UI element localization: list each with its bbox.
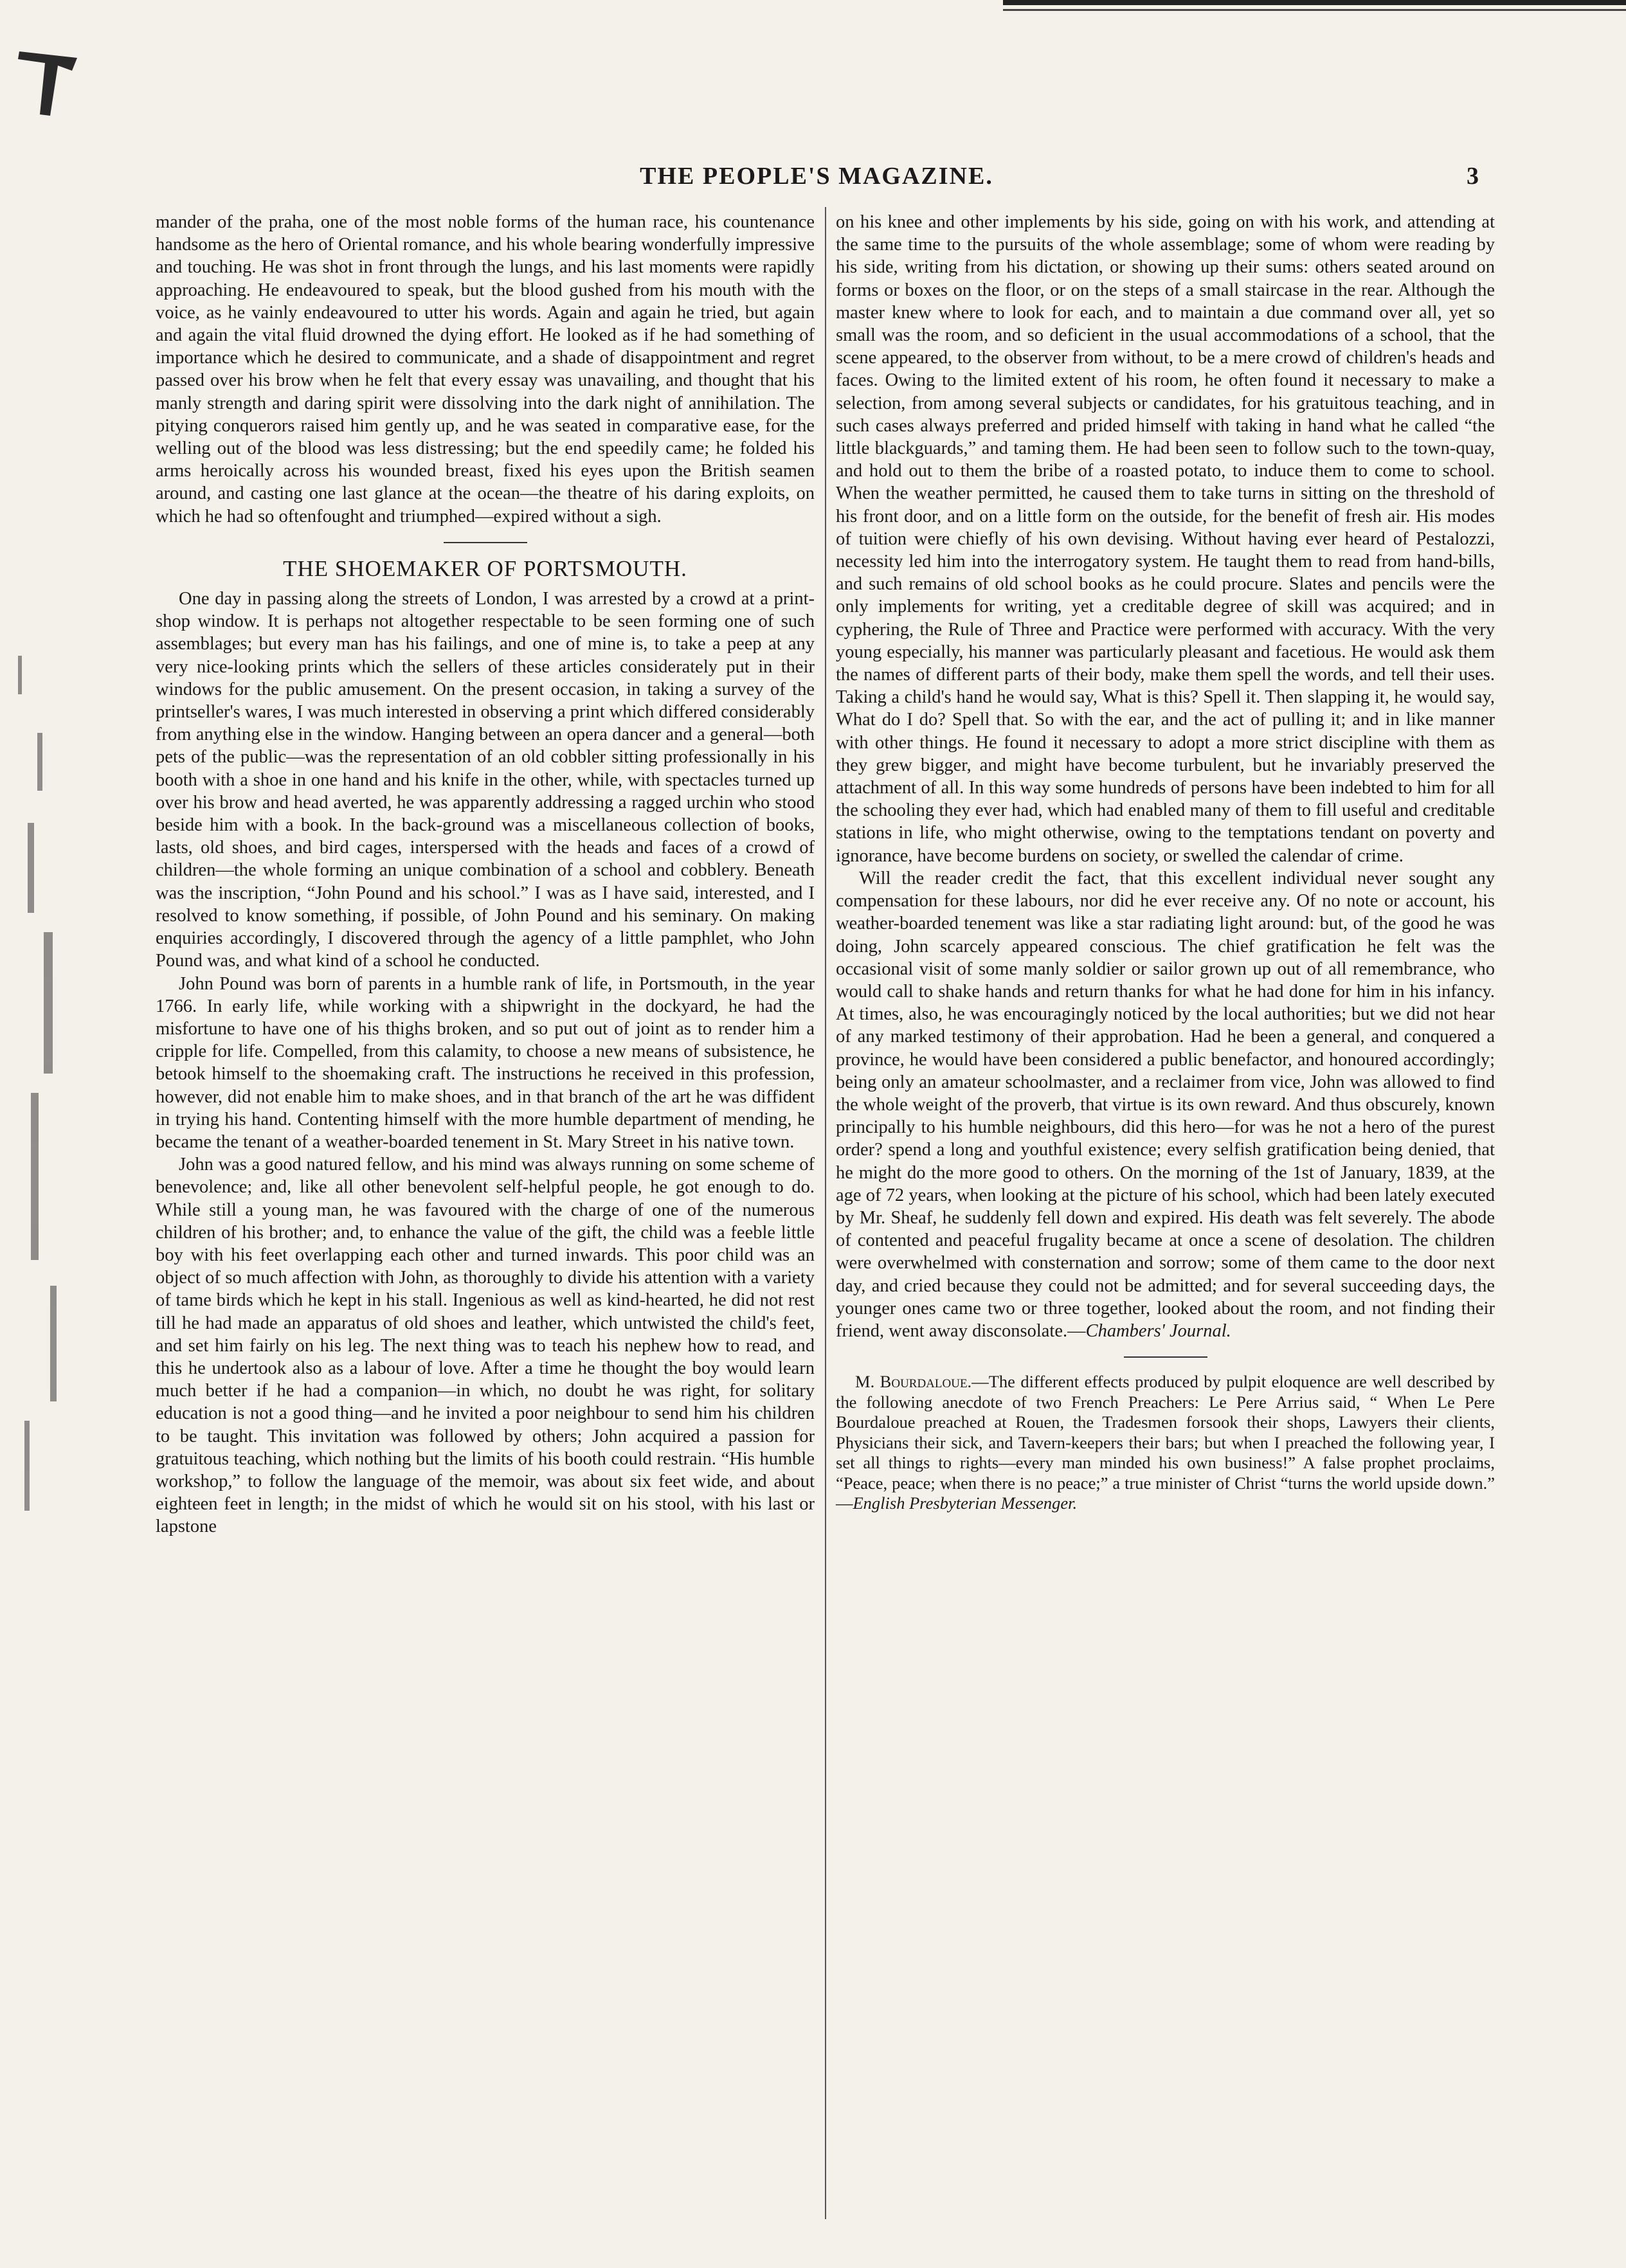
top-border-rule-thin — [1003, 9, 1626, 11]
page-number: 3 — [1467, 163, 1479, 190]
continuation-paragraph: mander of the praha, one of the most noble forms of the human race, his countenance handsome as the hero of Oriental romance, and his whole bearing wonderfully impressive and touching. He was shot in front through the lungs, and his last moments were rapidly approaching. He endeavoured to speak, but the blood gushed from his mouth with the voice, as he vainly endeavoured to utter his words. Again and again he tried, but again and again the vital fluid drowned the dying effort. He looked as if he had something of importance which he desired to communicate, and a shade of disappointment and regret passed over his brow when he felt that every essay was unavailing, and thought that his manly strength and daring spirit were dissolving into the dark night of annihilation. The pitying conquerors raised him gently up, and he was seated in comparative ease, for the welling out of the blood was less distressing; but the end speedily came; he folded his arms heroically across his wounded breast, fixed his eyes upon the British seamen around, and casting one last glance at the ocean—the theatre of his daring exploits, on which he had so oftenfought and triumphed—expired without a sigh. — [156, 212, 815, 526]
article-paragraph: John was a good natured fellow, and his mind was always running on some scheme of benevolence; and, like all other benevolent self-helpful people, he got enough to do. While still a young man, he was favoured with the charge of one of the numerous children of his brother; and, to enhance the value of the gift, the child was a feeble little boy with his feet overlapping each other and turned inwards. This poor child was an object of so much affection with John, as thoroughly to divide his attention with a variety of tame birds which he kept in his stall. Ingenious as well as kind-hearted, he did not rest till he had made an apparatus of old shoes and leather, which untwisted the child's feet, and set him fairly on his leg. The next thing was to teach his nephew how to read, and this he undertook also as a labour of love. After a time he thought the boy would learn much better if he had a companion—in which, no doubt he was right, for solitary education is not a good thing—and he invited a poor neighbour to send him his children to be taught. This invitation was followed by others; John acquired a passion for gratuitous teaching, which nothing but the limits of his booth could restrain. “His humble workshop,” to follow the language of the memoir, was about six feet wide, and about eighteen feet in length; in the midst of which he would sit on his stool, with his last or lapstone — [156, 1155, 815, 1537]
article-paragraph: John Pound was born of parents in a humble rank of life, in Portsmouth, in the year 1766. In early life, while working with a shipwright in the dockyard, he had the misfortune to have one of his thighs broken, and so put out of joint as to render him a cripple for life. Compelled, from this calamity, to choose a new means of subsistence, he betook himself to the shoemaking craft. The instructions he received in this profession, however, did not enable him to make shoes, and in that branch of the art he was diffident in trying his hand. Contenting himself with the more humble department of mending, he became the tenant of a weather-boarded tenement in St. Mary Street in his native town. — [156, 973, 815, 1152]
footnote-paragraph — [836, 1372, 1495, 1514]
section-divider — [444, 542, 527, 543]
article-attribution: Chambers' Journal. — [1085, 1320, 1231, 1341]
article-paragraph-final — [836, 867, 1495, 1342]
page-header — [154, 162, 1479, 201]
right-column — [836, 211, 1495, 1514]
article-paragraph-text: Will the reader credit the fact, that this excellent individual never sought any compensation for these labours, nor did he ever receive any. Of no note or account, his weather-boarded tenement was like a star radiating light around: but, of the good he was doing, John scarcely appeared conscious. The chief gratification he felt was the occasional visit of some manly soldier or sailor grown up out of all remembrance, who would call to shake hands and return thanks for what he had done for him in his infancy. At times, also, he was encouragingly noticed by the local authorities; but we did not hear of any marked testimony of their approbation. Had he been a general, and conquered a province, he would have been considered a public benefactor, and honoured accordingly; being only an amateur schoolmaster, and a reclaimer from vice, John was allowed to find the whole weight of the proverb, that virtue is its own reward. And thus obscurely, known principally to his humble neighbours, did this hero—for was he not a hero of the purest order? spend a long and youthful existence; every selfish gratification being denied, that he might do the more good to others. On the morning of the 1st of January, 1839, at the age of 72 years, when looking at the picture of his school, which had been lately executed by Mr. Sheaf, he suddenly fell down and expired. His death was felt severely. The abode of contented and peaceful frugality became at once a scene of desolation. The children were overwhelmed with consternation and sorrow; some of them came to the door next day, and cried because they could not be admitted; and for several succeeding days, the younger ones came two or three together, looked about the room, and not finding their friend, went away disconsolate.— — [836, 868, 1495, 1341]
running-title: THE PEOPLE'S MAGAZINE. — [640, 163, 993, 190]
article-paragraph: One day in passing along the streets of London, I was arrested by a crowd at a print-shop window. It is perhaps not altogether respectable to be seen forming one of such assemblages; but every man has his failings, and one of mine is, to take a peep at any very nice-looking prints which the sellers of these articles considerately put in their windows for the public amusement. On the present occasion, in taking a survey of the printseller's wares, I was much interested in observing a print which differed considerably from anything else in the window. Hanging between an opera dancer and a general—both pets of the public—was the representation of an old cobbler sitting professionally in his booth with a shoe in one hand and his knife in the other, while, with spectacles turned up over his brow and head averted, he was apparently addressing a ragged urchin who stood beside him with a book. In the back-ground was a miscellaneous collection of books, lasts, old shoes, and bird cages, interspersed with the heads and faces of a crowd of children—the whole forming an unique combination of a school and cobblery. Beneath was the inscription, “John Pound and his school.” I was as I have said, interested, and I resolved to know something, if possible, of John Pound and his seminary. On making enquiries accordingly, I discovered through the agency of a little pamphlet, who John Pound was, and what kind of a school he conducted. — [156, 589, 815, 971]
scan-margin-smudge — [5, 656, 82, 1524]
scan-corner-mark — [0, 26, 90, 122]
top-border-rule — [1003, 0, 1626, 5]
article-paragraph: on his knee and other implements by his side, going on with his work, and attending at the same time to the pursuits of the whole assemblage; some of whom were reading by his side, writing from his dictation, or showing up their sums: others seated around on forms or boxes on the floor, or on the steps of a small staircase in the rear. Although the master knew where to look for each, and to maintain a due command over all, yet so small was the room, and so deficient in the usual accommodations of a school, that the scene appeared, to the observer from without, to be a mere crowd of children's heads and faces. Owing to the limited extent of his room, he often found it necessary to make a selection, from among several subjects or candidates, for his gratuitous teaching, and in such cases always preferred and prided himself with taking in hand what he called “the little blackguards,” and taming them. He had been seen to follow such to the town-quay, and hold out to them the bribe of a roasted potato, to induce them to come to school. When the weather permitted, he caused them to take turns in sitting on the threshold of his front door, and on a little form on the outside, for the benefit of fresh air. His modes of tuition were chiefly of his own devising. Without having ever heard of Pestalozzi, necessity led him into the interrogatory system. He taught them to read from hand-bills, and such remains of old school books as he could procure. Slates and pencils were the only implements for writing, yet a creditable degree of skill was acquired; and in cyphering, the Rule of Three and Practice were performed with accuracy. With the very young especially, his manner was particularly pleasant and facetious. He would ask them the names of different parts of their body, make them spell the words, and tell their uses. Taking a child's hand he would say, What is this? Spell it. Then slapping it, he would say, What do I do? Spell that. So with the ear, and the act of pulling it; and in like manner with other things. He found it necessary to adopt a more strict discipline with them as they grew bigger, and might have become turbulent, but he invariably preserved the attachment of all. In this way some hundreds of persons have been indebted to him for all the schooling they ever had, which had enabled many of them to fill useful and creditable stations in life, who might otherwise, owing to the temptations tendant on poverty and ignorance, have become burdens on society, or swelled the calendar of crime. — [836, 212, 1495, 866]
article-title: THE SHOEMAKER OF PORTSMOUTH. — [283, 555, 687, 581]
footnote-block — [836, 1372, 1495, 1514]
section-divider — [1124, 1356, 1207, 1358]
footnote-text: —The different effects produced by pulpit eloquence are well described by the following anecdote of two French Preachers: Le Pere Arrius said, “ When Le Pere Bourdaloue preached at Rouen, the Tradesmen forsook their shops, Lawyers their clients, Physicians their sick, and Tavern-keepers their bars; but when I preached the following year, I set all things to rights—every man minded his own business!” A false prophet proclaims, “Peace, peace; when there is no peace;” a true minister of Christ “turns the world upside down.” — — [836, 1372, 1495, 1513]
footnote-name: M. Bourdaloue. — [855, 1372, 972, 1392]
left-column — [156, 211, 815, 1538]
column-divider — [825, 207, 826, 2219]
footnote-source: English Presbyterian Messenger. — [853, 1493, 1078, 1513]
